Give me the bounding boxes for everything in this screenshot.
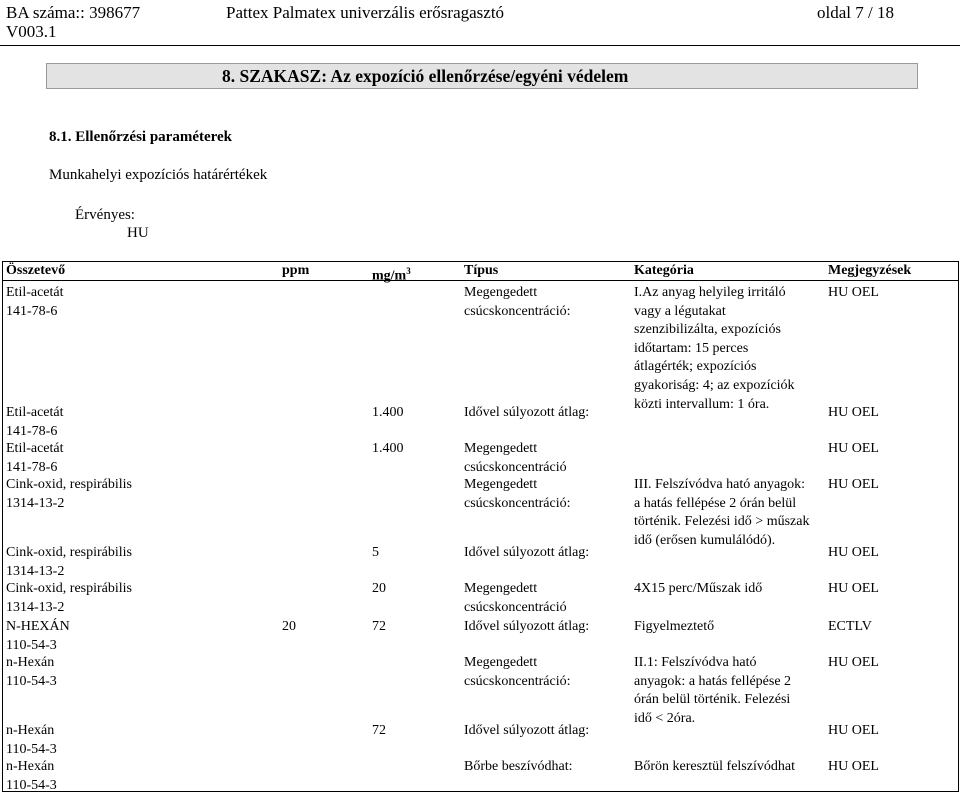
table-header-divider [3,280,958,281]
cell-remarks [828,758,958,777]
cell-component [6,618,276,655]
cell-line: Idővel súlyozott átlag: [464,405,590,420]
header-type: Típus [464,263,499,278]
cell-remarks [828,440,958,459]
cell-type [464,654,629,691]
document-number: BA száma:: 398677 [6,3,141,22]
cell-component [6,404,276,441]
cell-line: Megengedett [464,441,538,456]
cell-line: ECTLV [828,619,872,634]
cell-remarks [828,476,958,495]
cell-component [6,284,276,321]
cell-line: csúcskoncentráció: [464,303,571,319]
cell-line: 72 [372,619,386,634]
cell-line: HU OEL [828,285,879,300]
cell-line: órán belül történik. Felezési [634,692,791,708]
header-divider [0,45,960,46]
cell-remarks [828,722,958,741]
cell-line: átlagérték; expozíciós [634,359,757,375]
header-mgm3 [372,263,411,285]
cell-line: I.Az anyag helyileg irritáló [634,285,786,300]
cell-line: csúcskoncentráció: [464,495,571,511]
cell-line: Cink-oxid, respirábilis [6,545,132,560]
cell-mgm3 [372,544,457,563]
cell-line: Bőrbe beszívódhat: [464,759,573,774]
cell-line: HU OEL [828,441,879,456]
cell-line: Megengedett [464,655,538,670]
cell-line: HU OEL [828,405,879,420]
cell-category [634,758,824,777]
cell-remarks [828,284,958,303]
cell-line: Etil-acetát [6,405,64,420]
cell-line: szenzibilizálta, expozíciós [634,322,781,338]
cell-line: 110-54-3 [6,777,57,793]
cell-line: Megengedett [464,581,538,596]
cell-type [464,440,629,477]
cell-remarks [828,618,958,637]
cell-line: HU OEL [828,759,879,774]
cell-component [6,476,276,513]
cell-line: csúcskoncentráció [464,459,567,475]
cell-component [6,722,276,759]
cell-line: 141-78-6 [6,303,58,319]
cell-line: idő (erősen kumulálódó). [634,532,776,548]
cell-line: HU OEL [828,581,879,596]
cell-line: n-Hexán [6,655,55,670]
cell-line: N-HEXÁN [6,619,70,634]
header-component: Összetevő [6,263,66,278]
cell-mgm3 [372,404,457,423]
cell-line: csúcskoncentráció: [464,673,571,689]
cell-line: Cink-oxid, respirábilis [6,581,132,596]
cell-line: 141-78-6 [6,423,58,439]
cell-type [464,722,629,741]
section-title: 8. SZAKASZ: Az expozíció ellenőrzése/egyéni védelem [222,66,629,86]
cell-line: történik. Felezési idő > műszak [634,514,810,530]
subsection-heading: 8.1. Ellenőrzési paraméterek [49,129,233,145]
cell-line: gyakoriság: 4; az expozíciók [634,377,795,393]
section-title-bar [46,63,918,89]
cell-line: 1.400 [372,441,404,456]
cell-line: HU OEL [828,723,879,738]
cell-line: II.1: Felszívódva ható [634,655,757,670]
cell-line: 1314-13-2 [6,495,65,511]
cell-line: a hatás fellépése 2 órán belül [634,495,797,511]
cell-line: anyagok: a hatás fellépése 2 [634,673,792,689]
valid-value: HU [127,225,149,241]
cell-component [6,544,276,581]
cell-type [464,758,629,777]
cell-line: Cink-oxid, respirábilis [6,477,132,492]
cell-category [634,284,824,414]
header-mgm3-text: mg/m [372,268,407,284]
exposure-limits-table [2,261,959,792]
cell-remarks [828,404,958,423]
cell-ppm [282,618,362,637]
cell-mgm3 [372,722,457,741]
cell-category [634,580,824,599]
cell-type [464,284,629,321]
cell-line: vagy a légutakat [634,303,726,319]
cell-line: Idővel súlyozott átlag: [464,723,590,738]
cell-line: idő < 2óra. [634,710,696,726]
cell-line: 1314-13-2 [6,599,65,615]
limits-title: Munkahelyi expozíciós határértékek [49,167,268,183]
cell-mgm3 [372,618,457,637]
cell-category [634,476,824,550]
cell-type [464,404,629,423]
cell-line: n-Hexán [6,723,55,738]
cell-line: 4X15 perc/Műszak idő [634,581,763,596]
cell-type [464,580,629,617]
cell-type [464,476,629,513]
valid-label: Érvényes: [75,207,135,223]
cell-line: 72 [372,723,386,738]
header-category: Kategória [634,263,694,278]
document-version: V003.1 [6,22,57,41]
cell-component [6,580,276,617]
cell-line: közti intervallum: 1 óra. [634,396,770,412]
cell-line: Megengedett [464,285,538,300]
cell-line: HU OEL [828,545,879,560]
cell-line: 141-78-6 [6,459,58,475]
cell-line: 1314-13-2 [6,563,65,579]
cell-mgm3 [372,440,457,459]
cell-line: Megengedett [464,477,538,492]
cell-component [6,654,276,691]
header-ppm: ppm [282,263,310,278]
cell-line: 20 [372,581,386,596]
cell-line: 5 [372,545,379,560]
cell-line: Figyelmeztető [634,619,715,634]
cell-line: 110-54-3 [6,637,57,653]
cell-line: Idővel súlyozott átlag: [464,619,590,634]
page-number: oldal 7 / 18 [817,3,894,22]
cell-component [6,440,276,477]
cell-remarks [828,580,958,599]
product-name: Pattex Palmatex univerzális erősragasztó [226,3,505,22]
cell-remarks [828,544,958,563]
cell-line: csúcskoncentráció [464,599,567,615]
cell-line: Idővel súlyozott átlag: [464,545,590,560]
cell-category [634,618,824,637]
cell-line: 110-54-3 [6,741,57,757]
cell-line: HU OEL [828,477,879,492]
cell-category [634,654,824,728]
cell-line: Etil-acetát [6,441,64,456]
header-mgm3-sup: 3 [406,266,411,276]
cell-line: HU OEL [828,655,879,670]
cell-mgm3 [372,580,457,599]
cell-line: időtartam: 15 perces [634,340,749,356]
cell-component [6,758,276,795]
cell-line: 110-54-3 [6,673,57,689]
cell-remarks [828,654,958,673]
cell-type [464,618,629,637]
cell-line: III. Felszívódva ható anyagok: [634,477,806,492]
header-remarks: Megjegyzések [828,263,912,278]
cell-line: n-Hexán [6,759,55,774]
cell-type [464,544,629,563]
cell-line: Bőrön keresztül felszívódhat [634,759,795,774]
cell-line: 20 [282,619,296,634]
cell-line: Etil-acetát [6,285,64,300]
cell-line: 1.400 [372,405,404,420]
